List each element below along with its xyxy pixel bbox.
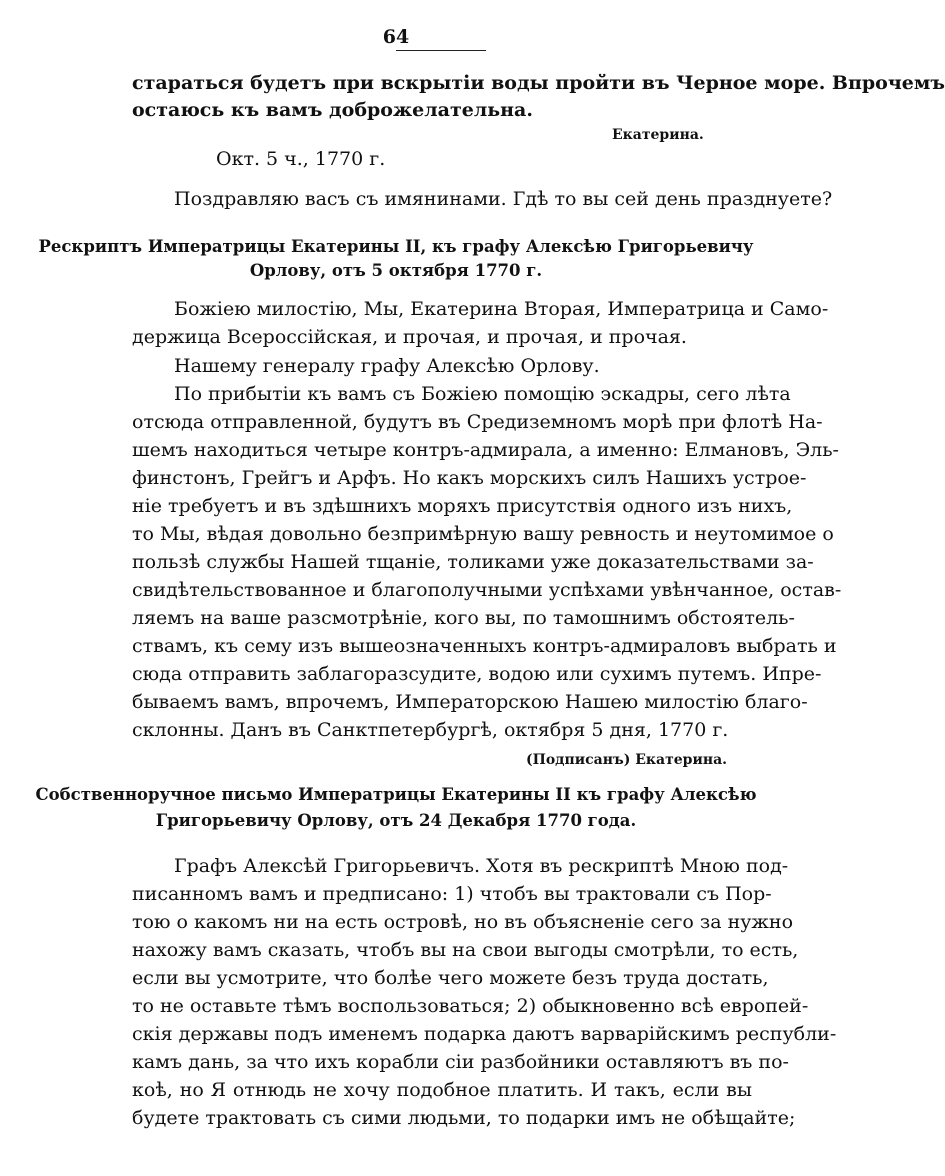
text-line: тою о какомъ ни на есть островѣ, но въ объясненіе сего за нужно <box>132 911 794 933</box>
text-line: сюда отправить заблагоразсудите, водою или сухимъ путемъ. Ипре- <box>132 663 822 685</box>
signature: Екатерина. <box>612 127 704 143</box>
text-line: склонны. Данъ въ Санктпетербургѣ, октября 5 дня, 1770 г. <box>132 719 729 741</box>
text-line: держица Всероссійская, и прочая, и прочая, и прочая. <box>132 326 687 348</box>
text-line: бываемъ вамъ, впрочемъ, Императорскою Нашею милостію благо- <box>132 691 808 713</box>
text-line: писанномъ вамъ и предписано: 1) чтобъ вы трактовали съ Пор- <box>132 883 772 905</box>
text-line: пользѣ службы Нашей тщаніе, толиками уже доказательствами за- <box>132 551 814 573</box>
dateline: Окт. 5 ч., 1770 г. <box>216 148 386 170</box>
text-line: если вы усмотрите, что болѣе чего можете безъ труда достать, <box>132 967 769 989</box>
text-line: Поздравляю васъ съ имянинами. Гдѣ то вы сей день празднуете? <box>174 188 833 210</box>
text-line: ніе требуетъ и въ здѣшнихъ моряхъ присутствія одного изъ нихъ, <box>132 495 793 517</box>
text-line: Божіею милостію, Мы, Екатерина Вторая, Императрица и Само- <box>174 298 829 320</box>
section-heading: Рескриптъ Императрицы Екатерины II, къ графу Алексѣю Григорьевичу <box>38 237 754 256</box>
text-line: остаюсь къ вамъ доброжелательна. <box>132 99 533 121</box>
text-line: свидѣтельствованное и благополучными успѣхами увѣнчанное, остав- <box>132 579 842 601</box>
text-line: коѣ, но Я отнюдь не хочу подобное платить. И такъ, если вы <box>132 1079 752 1101</box>
text-line: отсюда отправленной, будутъ въ Средиземномъ морѣ при флотѣ На- <box>132 411 823 433</box>
text-line: Нашему генералу графу Алексѣю Орлову. <box>174 355 600 377</box>
text-line: ляемъ на ваше разсмотрѣніе, кого вы, по тамошнимъ обстоятель- <box>132 607 795 629</box>
text-line: Графъ Алексѣй Григорьевичъ. Хотя въ рескриптѣ Мною под- <box>174 855 789 877</box>
text-line: камъ дань, за что ихъ корабли сіи разбойники оставляютъ въ по- <box>132 1051 789 1073</box>
page-number-rule <box>396 50 486 51</box>
signature: (Подписанъ) Екатерина. <box>526 752 728 768</box>
text-line: финстонъ, Грейгъ и Арфъ. Но какъ морскихъ силъ Нашихъ устрое- <box>132 467 807 489</box>
text-line: скія державы подъ именемъ подарка даютъ варварійскимъ республи- <box>132 1023 837 1045</box>
text-line: шемъ находиться четыре контръ-адмирала, а именно: Елмановъ, Эль- <box>132 439 839 461</box>
text-line: стараться будетъ при вскрытіи воды пройти въ Черное море. Впрочемъ <box>132 72 945 94</box>
text-line: ствамъ, къ сему изъ вышеозначенныхъ контръ-адмираловъ выбрать и <box>132 635 837 657</box>
text-line: По прибытіи къ вамъ съ Божіею помощію эскадры, сего лѣта <box>174 383 791 405</box>
section-heading: Орлову, отъ 5 октября 1770 г. <box>249 261 543 280</box>
text-line: нахожу вамъ сказать, чтобъ вы на свои выгоды смотрѣли, то есть, <box>132 939 799 961</box>
text-line: то не оставьте тѣмъ воспользоваться; 2) обыкновенно всѣ европей- <box>132 995 809 1017</box>
section-heading: Григорьевичу Орлову, отъ 24 Декабря 1770 года. <box>155 811 637 830</box>
page-number: 64 <box>382 26 410 48</box>
section-heading: Собственноручное письмо Императрицы Екатерины II къ графу Алексѣю <box>35 785 757 804</box>
text-line: будете трактовать съ сими людьми, то подарки имъ не обѣщайте; <box>132 1107 796 1129</box>
text-line: то Мы, вѣдая довольно безпримѣрную вашу ревность и неутомимое о <box>132 523 834 545</box>
